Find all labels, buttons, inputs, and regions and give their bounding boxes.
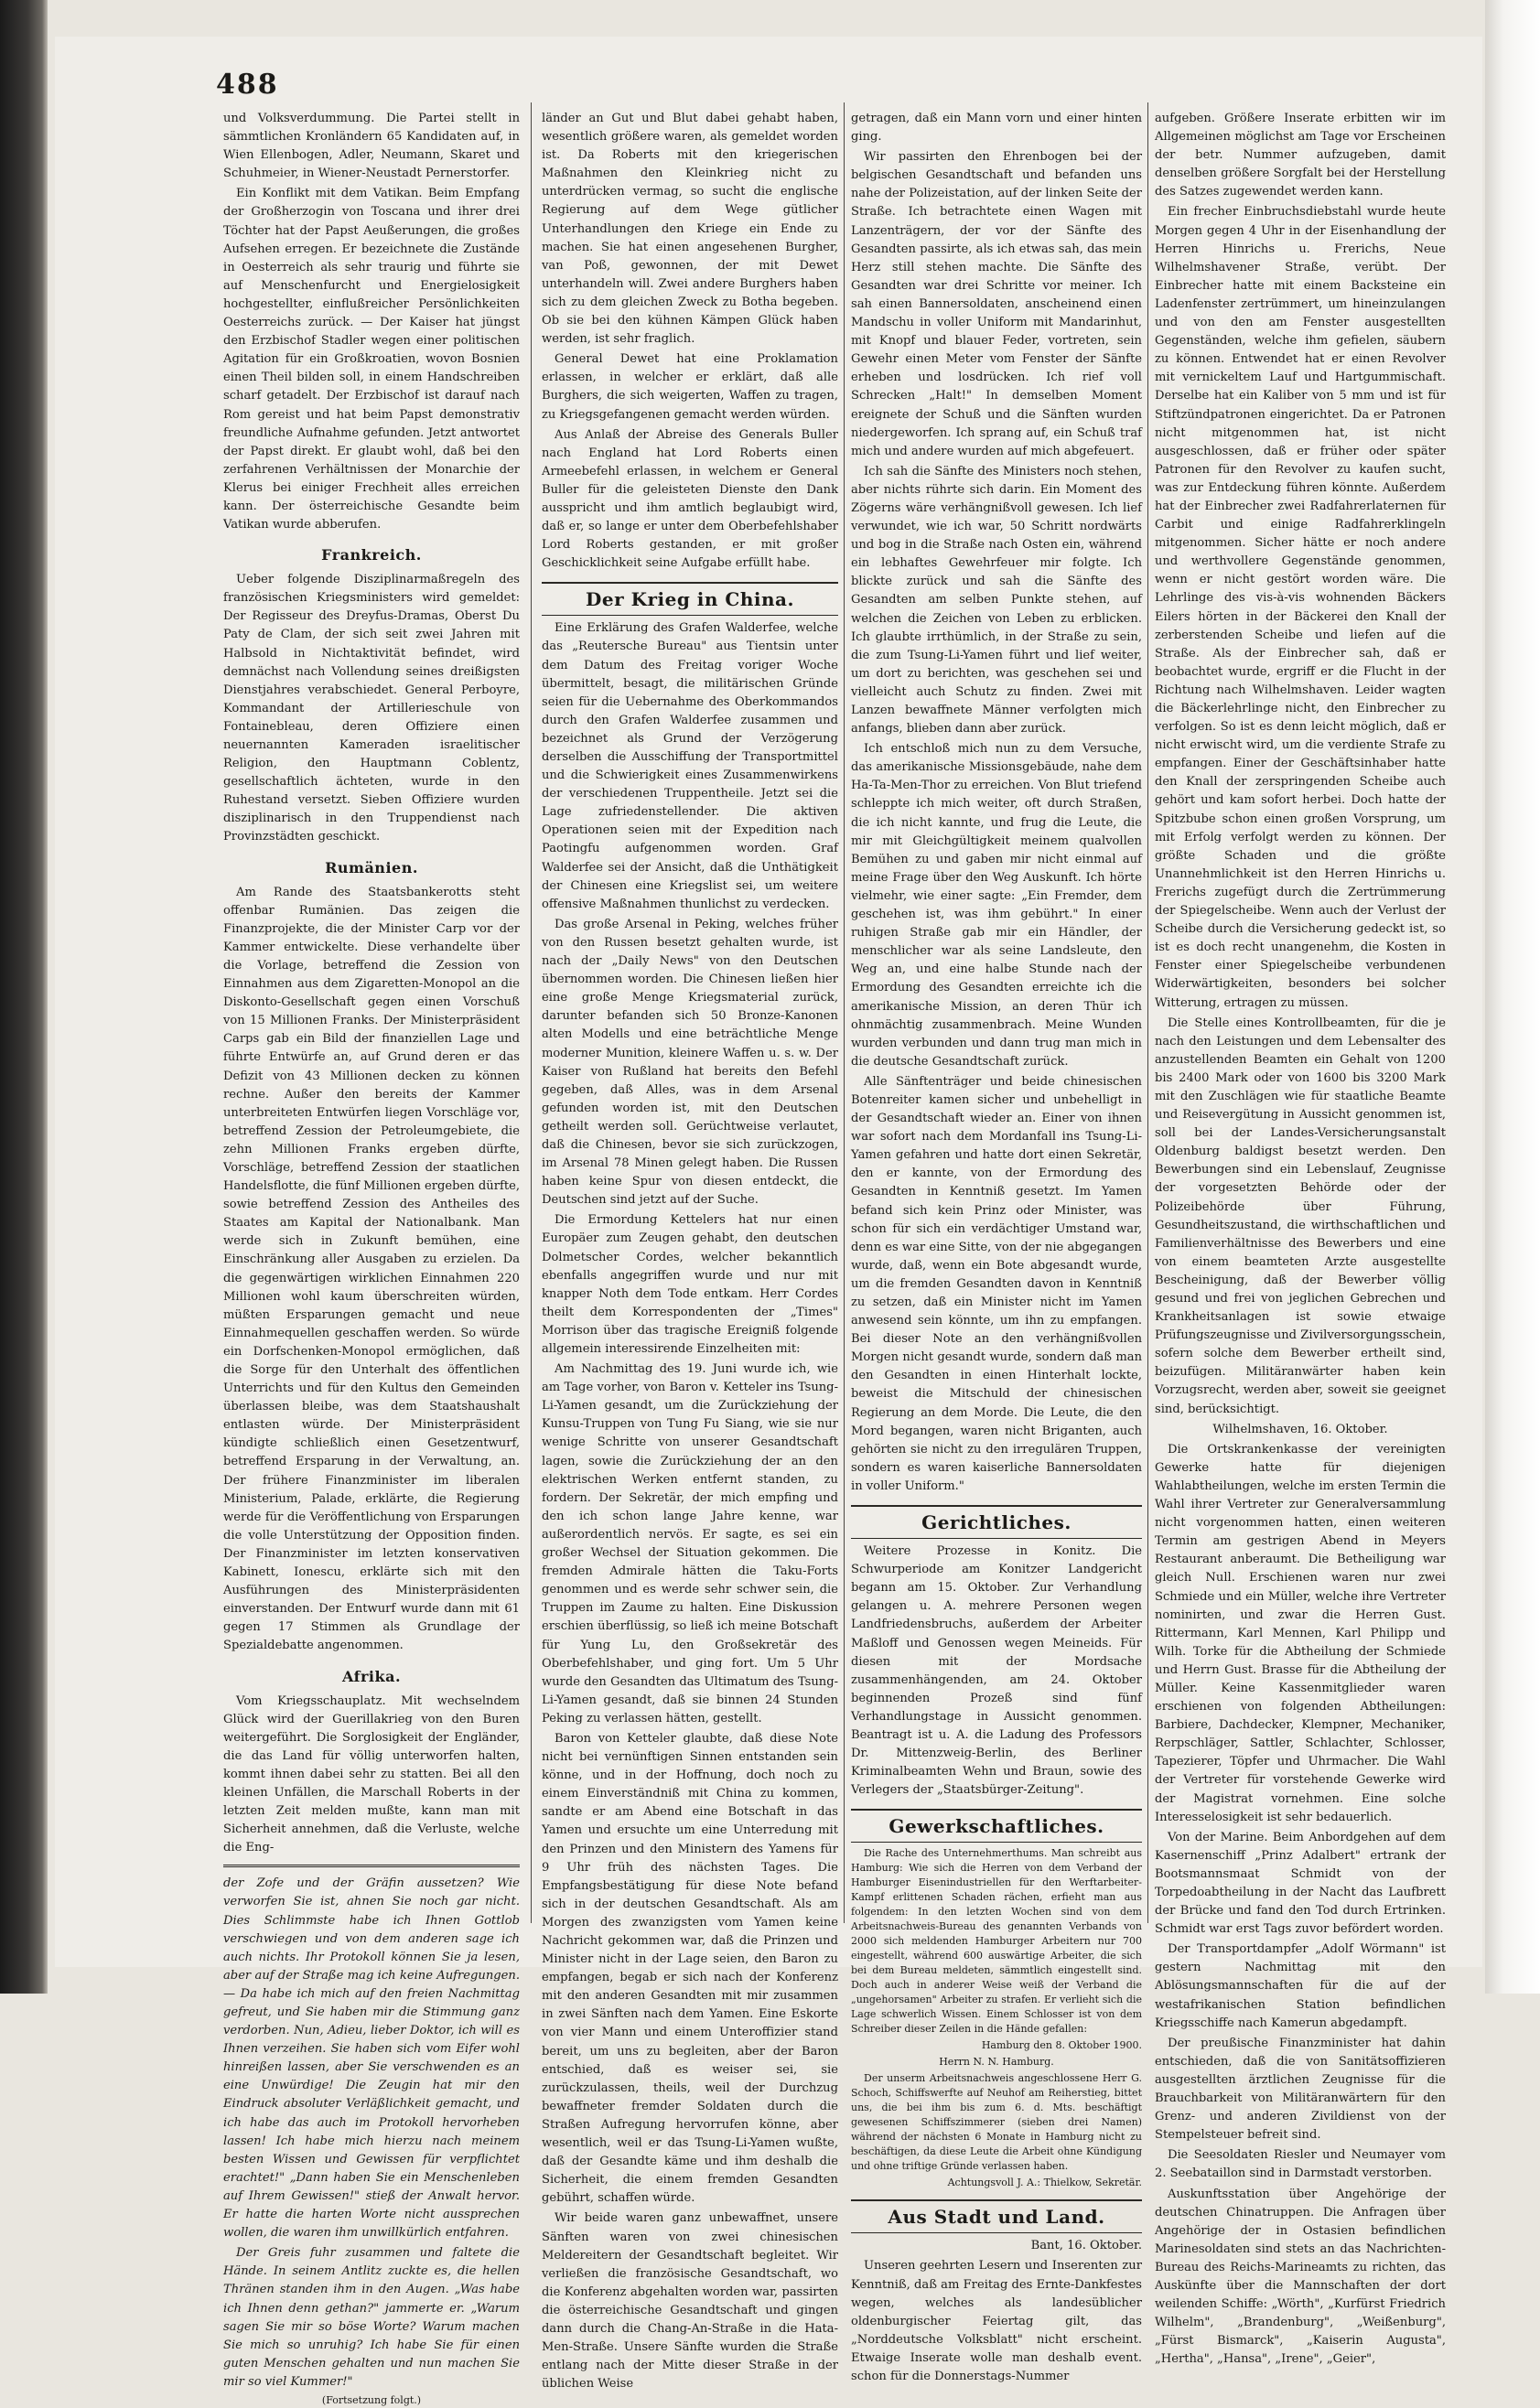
- article-paragraph: Aus Anlaß der Abreise des Generals Buller nach England hat Lord Roberts einen Armeebefehl erlassen, in welchem er General Buller für die geleisteten Dienste den Dank ausspricht und ihm amtlich beglaubigt wird, daß er, so lange er unter dem Oberbefehlshaber Lord Roberts gestanden, er mit großer Geschicklichkeit seine Aufgabe erfüllt habe.: [542, 427, 838, 571]
- article-paragraph: aufgeben. Größere Inserate erbitten wir im Allgemeinen möglichst am Tage vor Erscheinen der betr. Nummer aufzugeben, damit denselben größere Sorgfalt bei der Herstellung des Satzes zugewendet werden kann.: [1155, 112, 1446, 199]
- article-paragraph: Am Rande des Staatsbankerotts steht offenbar Rumänien. Das zeigen die Finanzprojekte, die der Minister Carp vor der Kammer entwickelte. Diese verhandelte über die Vorlage, betreffend die Zession von Einnahmen aus dem Zigaretten-Monopol an die Diskonto-Gesellschaft gegen einen Vorschuß von 15 Millionen Franks. Der Ministerpräsident Carps gab ein Bild der finanziellen Lage und führte Entwürfe an, auf Grund deren er das Defizit von 43 Millionen decken zu können rechne. Außer den bereits der Kammer unterbreiteten Entwürfen liegen Vorschläge vor, betreffend Zession der Petroleumgebiete, die zehn Millionen Franks ergeben dürfte, Vorschläge, betreffend Zession der staatlichen Handelsflotte, die fünf Millionen ergeben dürfte, sowie betreffend Zession des Antheiles des Staates am Kapital der Nationalbank. Man werde sich in Zukunft bemühen, eine Einschränkung aller Ausgaben zu erzielen. Da die gegenwärtigen wirklichen Einnahmen 220 Millionen wohl kaum überschreiten würden, müßten Ersparungen gemacht und neue Einnahmequellen geschaffen werden. So würde ein Dorfschenken-Monopol ermöglichen, daß die Sorge für den Unterhalt des öffentlichen Unterrichts und für den Kultus den Gemeinden überlassen bleibe, was dem Staatshaushalt entlasten würde. Der Ministerpräsident kündigte schließlich einen Gesetzentwurf, betreffend Ersparung in der Verwaltung, an. Der frühere Finanzminister im liberalen Ministerium, Palade, erklärte, die Regierung werde für die Veröffentlichung von Ersparungen die volle Unterstützung der Opposition finden. Der Finanzminister im letzten konservativen Kabinett, Ionescu, erklärte sich mit den Ausführungen des Ministerpräsidenten einverstanden. Der Entwurf wurde dann mit 61 gegen 17 Stimmen als Grundlage der Spezialdebatte angenommen.: [223, 885, 520, 1653]
- article-paragraph: Wir beide waren ganz unbewaffnet, unsere Sänften waren von zwei chinesischen Meldereitern der Gesandtschaft begleitet. Wir verließen die französische Gesandtschaft, wo die Konferenz abgehalten worden war, passirten die österreichische Gesandtschaft und gingen dann durch die Chang-An-Straße in die Hata-Men-Straße. Unsere Sänfte wurden die Straße entlang nach der Mitte dieser Straße in der üblichen Weise: [542, 2211, 838, 2392]
- article-paragraph: Das große Arsenal in Peking, welches früher von den Russen besetzt gehalten wurde, ist nach der „Daily News" von den Deutschen übernommen worden. Die Chinesen ließen hier eine große Menge Kriegsmaterial zurück, darunter befanden sich 50 Bronze-Kanonen alten Modells und eine beträchtliche Menge moderner Munition, kleinere Waffen u. s. w. Der Kaiser von Rußland hat bereits den Befehl gegeben, daß Alles, was in dem Arsenal gefunden worden ist, mit den Deutschen getheilt werden soll. Gerüchtweise verlautet, daß die Chinesen, bevor sie sich zurückzogen, im Arsenal 78 Minen gelegt haben. Die Russen haben keine Spur von diesen entdeckt, die Deutschen sind jetzt auf der Suche.: [542, 917, 838, 1208]
- article-paragraph: Von der Marine. Beim Anbordgehen auf dem Kasernenschiff „Prinz Adalbert" ertrank der Bootsmannsmaat Schmidt von der Torpedoabtheilung in der Nacht das Laufbrett der Brücke und fand den Tod durch Ertrinken. Schmidt war erst Tags zuvor befördert worden.: [1155, 1830, 1446, 1937]
- section-heading: Der Krieg in China.: [542, 582, 838, 616]
- article-paragraph: Unseren geehrten Lesern und Inserenten zur Kenntniß, daß am Freitag des Ernte-Dankfestes wegen, welches als landesüblicher oldenburgischer Feiertag gilt, das „Norddeutsche Volksblatt" nicht erscheint. Etwaige Inserate wolle man deshalb event. schon für die Donnerstags-Nummer: [851, 2259, 1142, 2383]
- article-paragraph: Weitere Prozesse in Konitz. Die Schwurperiode am Konitzer Landgericht begann am 15. Oktober. Zur Verhandlung gelangen u. A. mehrere Personen wegen Landfriedensbruchs, außerdem der Arbeiter Maßloff und Genossen wegen Meineids. Für diesen mit der Mordsache zusammenhängenden, am 24. Oktober beginnenden Prozeß sind fünf Verhandlungstage in Aussicht genommen. Beantragt ist u. A. die Ladung des Professors Dr. Mittenzweig-Berlin, des Berliner Kriminalbeamten Wehn und Braun, sowie des Verlegers der „Staatsbürger-Zeitung".: [851, 1544, 1142, 1798]
- column-3: [851, 110, 1142, 2383]
- dateline: Bant, 16. Oktober.: [1030, 2239, 1142, 2253]
- article-paragraph: Ueber folgende Disziplinarmaßregeln des französischen Kriegsministers wird gemeldet: Der Regisseur des Dreyfus-Dramas, Oberst Du Paty de Clam, der sich seit zwei Jahren mit Halbsold in Nichtaktivität befindet, wird demnächst nach Vollendung seines dreißigsten Dienstjahres verabschiedet. General Perboyre, Kommandant der Artillerieschule von Fontainebleau, deren Offiziere einen neuernannten Kameraden israelitischer Religion, den Hauptmann Coblentz, gesellschaftlich ächteten, wurde in den Ruhestand versetzt. Sieben Offiziere wurden disziplinarisch in den Truppendienst nach Provinzstädten geschickt.: [223, 573, 520, 844]
- article-paragraph: Ein Konflikt mit dem Vatikan. Beim Empfang der Großherzogin von Toscana und ihrer drei Töchter hat der Papst Aeußerungen, die großes Aufsehen erregen. Er bezeichnete die Zustände in Oesterreich als sehr traurig und führte sie auf Menschenfurcht und Energielosigkeit hochgestellter, einflußreicher Persönlichkeiten Oesterreichs zurück. — Der Kaiser hat jüngst den Erzbischof Stadler wegen einer politischen Agitation für ein Großkroatien, wovon Bosnien einen Theil bilden soll, in einem Handschreiben scharf getadelt. Der Erzbischof ist darauf nach Rom gereist und hat beim Papst demonstrativ freundliche Aufnahme gefunden. Jetzt antwortet der Papst direkt. Er glaubt wohl, daß bei den zerfahrenen Verhältnissen der Monarchie der Klerus bei einiger Frechheit alles erreichen kann. Der österreichische Gesandte beim Vatikan wurde abberufen.: [223, 187, 520, 532]
- page-edge: [1485, 0, 1540, 1994]
- article-paragraph: Alle Sänftenträger und beide chinesischen Botenreiter kamen sicher und unbehelligt in der Gesandtschaft wieder an. Einer von ihnen war sofort nach dem Mordanfall ins Tsung-Li-Yamen gefahren und hatte dort einen Sekretär, den er kannte, von der Ermordung des Gesandten in Kenntniß gesetzt. Im Yamen befand sich kein Prinz oder Minister, was schon für sich ein verdächtiger Umstand war, denn es war eine Sitte, von der nie abgegangen wurde, daß, wenn ein Bote abgesandt wurde, um die fremden Gesandten davon in Kenntniß zu setzen, daß ein Minister nicht im Yamen anwesend sein könnte, um ihn zu empfangen. Bei dieser Note an den verhängnißvollen Morgen nicht gesandt wurde, sondern daß man den Gesandten in einen Hinterhalt lockte, beweist die Mitschuld der chinesischen Regierung an dem Morde. Die Leute, die den Mord begangen, waren nicht Briganten, auch gehörten sie nicht zu den irregulären Truppen, sondern es waren kaiserliche Bannersoldaten in voller Uniform.": [851, 1074, 1142, 1493]
- section-heading: Afrika.: [341, 1667, 402, 1685]
- article-paragraph: General Dewet hat eine Proklamation erlassen, in welcher er erklärt, daß alle Burghers, die sich weigerten, Waffen zu tragen, zu Kriegsgefangenen gemacht werden würden.: [542, 352, 838, 422]
- article-paragraph: Die Ortskrankenkasse der vereinigten Gewerke hatte für diejenigen Wahlabtheilungen, welche im ersten Termin die Wahl ihrer Vertreter zur Generalversammlung nicht vorgenommen hatten, einen weiteren Termin am gestrigen Abend in Meyers Restaurant anberaumt. Die Betheiligung war gleich Null. Erschienen waren nur zwei Schmiede und ein Müller, welche ihre Vertreter nominirten, und zwar die Herren Gust. Rittermann, Karl Mennen, Karl Philipp und Wilh. Torke für die Abtheilung der Schmiede und Herrn Gust. Brasse für die Abtheilung der Müller. Keine Kassenmitglieder waren erschienen von folgenden Abtheilungen: Barbiere, Dachdecker, Klempner, Mechaniker, Rerpschläger, Sattler, Schlachter, Schlosser, Tapezierer, Töpfer und Uhrmacher. Die Wahl der Vertreter für vorstehende Gewerke wird der Magistrat vornehmen. Eine solche Interesselosigkeit ist sehr bedauerlich.: [1155, 1442, 1446, 1824]
- page-number: 488: [216, 69, 279, 101]
- article-paragraph: Wir passirten den Ehrenbogen bei der belgischen Gesandtschaft und befanden uns nahe der Polizeistation, auf der linken Seite der Straße. Ich betrachtete einen Wagen mit Lanzenträgern, der vor der Sänfte des Gesandten passirte, als ich etwas sah, das mein Herz still stehen machte. Die Sänfte des Gesandten war drei Schritte vor meiner. Ich sah einen Bannersoldaten, anscheinend einen Mandschu in voller Uniform mit Mandarinhut, mit Knopf und blauer Feder, vortreten, sein Gewehr einen Meter vom Fenster der Sänfte erheben und losdrücken. Ich rief voll Schrecken „Halt!" In demselben Moment ereignete der Schuß und die Sänften wurden niedergeworfen. Ich sprang auf, ein Schuß traf mich und andere wurden auf mich abgefeuert.: [851, 150, 1142, 458]
- article-paragraph: getragen, daß ein Mann vorn und einer hinten ging.: [851, 112, 1142, 145]
- article-paragraph: länder an Gut und Blut dabei gehabt haben, wesentlich größere waren, als gemeldet worden ist. Da Roberts mit den kriegerischen Maßnahmen den Kleinkrieg nicht zu unterdrücken vermag, so sucht die englische Regierung auf dem Wege gütlicher Unterhandlungen den Kriege ein Ende zu machen. Sie hat einen angesehenen Burgher, van Poß, gewonnen, der mit Dewet unterhandeln will. Zwei andere Burghers haben sich zu dem gleichen Zweck zu Botha begeben. Ob sie bei den kühnen Kämpen Glück haben werden, ist sehr fraglich.: [542, 112, 838, 347]
- section-heading: Frankreich.: [321, 546, 422, 564]
- article-paragraph: Ich sah die Sänfte des Ministers noch stehen, aber nichts rührte sich darin. Ein Moment des Zögerns wäre verhängnißvoll gewesen. Ich lief verwundet, wie ich war, 50 Schritt nordwärts und bog in die Straße nach Osten ein, während ein lebhaftes Gewehrfeuer mir folgte. Ich blickte zurück und sah die Sänfte des Gesandten am selben Punkte stehen, auf welchen die Zeichen von Leben zu erblicken. Ich glaubte irrthümlich, in der Straße zu sein, die zum Tsung-Li-Yamen führt und lief weiter, um dort zu berichten, was geschehen sei und vielleicht auch Schutz zu finden. Zwei mit Lanzen bewaffnete Männer verfolgten mich anfangs, blieben dann aber zurück.: [851, 464, 1142, 736]
- feuilleton-paragraph: Der Greis fuhr zusammen und faltete die Hände. In seinem Antlitz zuckte es, die hellen Thränen standen ihm in den Augen. „Was habe ich Ihnen denn gethan?" jammerte er. „Warum sagen Sie mir so böse Worte? Warum machen Sie mich so unruhig? Ich habe Sie für einen guten Menschen gehalten und nun machen Sie mir so viel Kummer!": [223, 2246, 520, 2389]
- feuilleton-paragraph: der Zofe und der Gräfin aussetzen? Wie verworfen Sie ist, ahnen Sie noch gar nicht. Dies Schlimmste habe ich Ihnen Gottlob verschwiegen und von dem anderen sage ich auch nichts. Ihr Protokoll können Sie ja lesen, aber auf der Straße mag ich keine Aufregungen. — Da habe ich mich auf den freien Nachmittag gefreut, und Sie haben mir die Stimmung ganz verdorben. Nun, Adieu, lieber Doktor, ich will es Ihnen verzeihen. Sie haben sich vom Eifer wohl hinreißen lassen, aber Sie verschwenden es an eine Unwürdige! Die Zeugin hat mir den Eindruck absoluter Verläßlichkeit gemacht, und ich habe das auch im Protokoll hervorheben lassen! Ich habe mich hierzu nach meinem besten Wissen und Gewissen für verpflichtet erachtet!" „Dann haben Sie ein Menschenleben auf Ihrem Gewissen!" stieß der Anwalt hervor. Er hatte die harten Worte nicht aussprechen wollen, die waren ihm unwillkürlich entfahren.: [223, 1876, 520, 2241]
- article-paragraph: Die Ermordung Kettelers hat nur einen Europäer zum Zeugen gehabt, den deutschen Dolmetscher Cordes, welcher bekanntlich ebenfalls angegriffen wurde und nur mit knapper Noth dem Tode entkam. Herr Cordes theilt dem Korrespondenten der „Times" Morrison über das tragische Ereigniß folgende allgemein interessirende Einzelheiten mit:: [542, 1213, 838, 1356]
- continuation-note: (Fortsetzung folgt.): [321, 2393, 422, 2406]
- article-paragraph: Ich entschloß mich nun zu dem Versuche, das amerikanische Missionsgebäude, nahe dem Ha-Ta-Men-Thor zu erreichen. Von Blut triefend schleppte ich mich weiter, oft durch Straßen, die ich nicht kannte, und frug die Leute, die mir mit Gleichgültigkeit meinem qualvollen Bemühen zu und gaben mir nicht einmal auf meine Frage über den Weg Auskunft. Ich hörte vielmehr, wie einer sagte: „Ein Fremder, dem geschehen ist, was ihm gebührt." In einer ruhigen Straße gab mir ein Händler, der menschlicher war als seine Landsleute, den Weg an, und eine halbe Stunde nach der Ermordung des Gesandten erreichte ich die amerikanische Mission, an deren Thür ich ohnmächtig zusammenbrach. Meine Wunden wurden verbunden und dann trug man mich in die deutsche Gesandtschaft zurück.: [851, 742, 1142, 1069]
- article-paragraph: Vom Kriegsschauplatz. Mit wechselndem Glück wird der Guerillakrieg von den Buren weitergeführt. Die Sorglosigkeit der Engländer, die das Land für völlig unterworfen halten, kommt ihnen dabei sehr zu statten. Bei all den kleinen Unfällen, die Marschall Roberts in der letzten Zeit melden mußte, kann man mit Sicherheit annehmen, daß die Verluste, welche die Eng-: [223, 1693, 520, 1855]
- section-heading: Gewerkschaftliches.: [851, 1809, 1142, 1843]
- letter-body: Der unserm Arbeitsnachweis angeschlossene Herr G. Schoch, Schiffswerfte auf Neuhof am Reiherstieg, bittet uns, die bei ihm bis zum 6. d. Mts. beschäftigt gewesenen Schiffszimmerer (sieben drei Namen) während der nächsten 6 Monate in Hamburg nicht zu beschäftigen, da diese Leute die Arbeit ohne Kündigung und ohne triftige Gründe verlassen haben.: [851, 2072, 1142, 2173]
- article-paragraph: Baron von Ketteler glaubte, daß diese Note nicht bei vernünftigen Sinnen entstanden sein könne, und in der Hoffnung, doch noch zu einem Einverständniß mit China zu kommen, sandte er am Abend eine Botschaft in das Yamen und ersuchte um eine Unterredung mit den Prinzen und den Ministern des Yamens für 9 Uhr früh des nächsten Tages. Die Empfangsbestätigung für diese Note befand sich in der deutschen Gesandtschaft. Als am Morgen des zwanzigsten vom Yamen keine Nachricht gekommen war, daß die Prinzen und Minister nicht in der Lage seien, den Baron zu empfangen, begab er sich nach der Konferenz mit den anderen Gesandten mit mir zusammen in zwei Sänften nach dem Yamen. Eine Eskorte von vier Mann und einem Unteroffizier stand bereit, um uns zu begleiten, aber der Baron entschied, daß es weiser sei, sie zurückzulassen, theils, weil der Durchzug bewaffneter fremder Soldaten durch die Straßen Aufregung hervorrufen könne, aber wesentlich, weil er das Tsung-Li-Yamen wußte, daß der Gesandte käme und ihm deshalb die Sicherheit, die einem fremden Gesandten gebührt, schaffen würde.: [542, 1731, 838, 2206]
- feuilleton-divider: [223, 1865, 520, 1867]
- article-paragraph: Der Transportdampfer „Adolf Wörmann" ist gestern Nachmittag mit den Ablösungsmannschaften für die auf der westafrikanischen Station befindlichen Kriegsschiffe nach Kamerun abgedampft.: [1155, 1942, 1446, 2030]
- column-rule: [844, 102, 845, 1923]
- letter-date: Hamburg den 8. Oktober 1900.: [981, 2039, 1142, 2052]
- column-2: [542, 110, 838, 2392]
- book-binding: [0, 0, 48, 1994]
- dateline: Wilhelmshaven, 16. Oktober.: [1212, 1422, 1388, 1436]
- article-paragraph: Eine Erklärung des Grafen Walderfee, welche das „Reutersche Bureau" aus Tientsin unter dem Datum des Freitag voriger Woche übermittelt, besagt, die militärischen Gründe seien für die Uebernahme des Oberkommandos durch den Grafen Walderfee zusammen und bezeichnet als Grund der Verzögerung derselben die Ausschiffung der Transportmittel und die Schwierigkeit eines Zusammenwirkens der verschiedenen Truppentheile. Jetzt sei die Lage zufriedenstellender. Die aktiven Operationen seien mit der Expedition nach Paotingfu aufgenommen worden. Graf Walderfee sei der Ansicht, daß die Unthätigkeit der Chinesen eine Kriegslist sei, um weitere offensive Maßnahmen thunlichst zu verdecken.: [542, 621, 838, 911]
- section-heading: Rumänien.: [325, 858, 418, 876]
- section-heading: Gerichtliches.: [851, 1505, 1142, 1539]
- article-paragraph: und Volksverdummung. Die Partei stellt in sämmtlichen Kronländern 65 Kandidaten auf, in Wien Ellenbogen, Adler, Neumann, Skaret und Schuhmeier, in Wiener-Neustadt Pernerstorfer.: [223, 112, 520, 181]
- letter-recipient: Herrn N. N. Hamburg.: [939, 2056, 1054, 2069]
- section-heading: Aus Stadt und Land.: [851, 2199, 1142, 2233]
- article-paragraph: Ein frecher Einbruchsdiebstahl wurde heute Morgen gegen 4 Uhr in der Eisenhandlung der Herren Hinrichs u. Frerichs, Neue Wilhelmshavener Straße, verübt. Der Einbrecher hatte mit einem Backsteine ein Ladenfenster zertrümmert, um hineinzulangen und von den am Fenster ausgestellten Gegenständen, welche ihm gefielen, säubern zu können. Entwendet hat er einen Revolver mit vernickeltem Lauf und Hartgummischaft. Derselbe hat ein Kaliber von 5 mm und ist für Stiftzündpatronen eingerichtet. Da er Patronen nicht mitgenommen hat, ist nicht ausgeschlossen, daß er früher oder später Patronen für den Revolver zu kaufen sucht, was zur Entdeckung führen könnte. Außerdem hat der Einbrecher zwei Radfahrerlaternen für Carbit und einige Radfahrerklingeln mitgenommen. Sicher hätte er noch andere und werthvollere Gegenstände genommen, wenn er nicht gestört worden wäre. Die Lehrlinge des vis-à-vis wohnenden Bäckers Eilers hörten in der Bäckerei den Knall der zerberstenden Scheibe und liefen auf die Straße. Als der Einbrecher sah, daß er beobachtet wurde, ergriff er die Flucht in der Richtung nach Wilhelmshaven. Leider wagten die Bäckerlehrlinge nicht, den Einbrecher zu verfolgen. So ist es denn leicht möglich, daß er nicht erwischt wird, um die verdiente Strafe zu empfangen. Einer der Geschäftsinhaber hatte den Knall der zerspringenden Scheibe auch gehört und kam sofort herbei. Doch hatte der Spitzbube schon einen großen Vorsprung, um mit Erfolg verfolgt werden zu können. Der größte Schaden und die größte Unannehmlichkeit ist den Herren Hinrichs u. Frerichs zugefügt durch die Zertrümmerung der Spiegelscheibe. Wenn auch der Verlust der Scheibe durch die Versicherung gedeckt ist, so ist es doch recht unangenehm, die Kosten in Fenster einer Spiegelscheibe verbundenen Widerwärtigkeiten, besonders bei solcher Witterung, ertragen zu müssen.: [1155, 205, 1446, 1010]
- article-paragraph: Die Seesoldaten Riesler und Neumayer vom 2. Seebataillon sind in Darmstadt verstorben.: [1155, 2148, 1446, 2181]
- article-paragraph: Die Rache des Unternehmerthums. Man schreibt aus Hamburg: Wie sich die Herren von dem Verband der Hamburger Eisenindustriellen für den Werftarbeiter-Kampf erlittenen Schaden rächen, erfieht man aus folgendem: In den letzten Wochen sind von dem Arbeitsnachweis-Bureau des genannten Verbands von 2000 sich meldenden Hamburger Arbeitern nur 700 eingestellt, während 600 auswärtige Arbeiter, die sich bei dem Bureau meldeten, sämmtlich eingestellt sind. Doch auch in anderer Weise weiß der Verband die „ungehorsamen" Arbeiter zu strafen. Er verlieht sich die Lage schwerlich Wissen. Einem Schlosser ist von dem Schreiber dieser Zeilen in die Hände gefallen:: [851, 1847, 1142, 2036]
- article-paragraph: Am Nachmittag des 19. Juni wurde ich, wie am Tage vorher, von Baron v. Ketteler ins Tsung-Li-Yamen gesandt, um die Zurückziehung der Kunsu-Truppen von Tung Fu Siang, wie sie nur wenige Schritte von unserer Gesandtschaft lagen, sowie die Zurückziehung der an den elektrischen Werken entfernt standen, zu fordern. Der Sekretär, der mich empfing und den ich schon lange Jahre kenne, war außerordentlich nervös. Er sagte, es sei ein großer Wechsel der Situation gekommen. Die fremden Admirale hätten die Taku-Forts genommen und es werde sehr schwer sein, die Truppen im Zaume zu halten. Eine Diskussion erschien überflüssig, so ließ ich meine Botschaft für Yung Lu, den Großsekretär des Oberbefehlshaber, und ging fort. Um 5 Uhr wurde den Gesandten das Ultimatum des Tsung-Li-Yamen gesandt, daß sie binnen 24 Stunden Peking zu verlassen hätten, gestellt.: [542, 1362, 838, 1725]
- letter-signature: Achtungsvoll J. A.: Thielkow, Sekretär.: [947, 2177, 1142, 2189]
- article-paragraph: Die Stelle eines Kontrollbeamten, für die je nach den Leistungen und dem Lebensalter des anzustellenden Beamten ein Gehalt von 1200 bis 2400 Mark oder von 1600 bis 3200 Mark mit den Zuschlägen wie für staatliche Beamte und Reisevergütung in Aussicht genommen ist, soll bei der Landes-Versicherungsanstalt Oldenburg baldigst besetzt werden. Den Bewerbungen sind ein Lebenslauf, Zeugnisse der vorgesetzten Behörde oder der Polizeibehörde über Führung, Gesundheitszustand, die wirthschaftlichen und Familienverhältnisse des Bewerbers und eine von einem beamteten Arzte ausgestellte Bescheinigung, daß der Bewerber völlig gesund und frei von jeglichen Gebrechen und Krankheitsanlagen ist sowie etwaige Prüfungszeugnisse und Zivilversorgungsschein, sofern solche dem Bewerber ertheilt sind, beizufügen. Militäranwärter haben kein Vorzugsrecht, werden aber, soweit sie geeignet sind, berücksichtigt.: [1155, 1016, 1446, 1416]
- column-1: [223, 110, 520, 2406]
- column-rule: [1147, 102, 1148, 1923]
- article-paragraph: Auskunftsstation über Angehörige der deutschen Chinatruppen. Die Anfragen über Angehörige der in Ostasien befindlichen Marinesoldaten sind stets an das Nachrichten-Bureau des Reichs-Marineamts zu richten, das Auskünfte über die Mannschaften der dort weilenden Schiffe: „Wörth", „Kurfürst Friedrich Wilhelm", „Brandenburg", „Weißenburg", „Fürst Bismarck", „Kaiserin Augusta", „Hertha", „Hansa", „Irene", „Geier",: [1155, 2187, 1446, 2367]
- article-paragraph: Der preußische Finanzminister hat dahin entschieden, daß die von Sanitätsoffizieren ausgestellten ärztlichen Zeugnisse für die Brauchbarkeit von Militäranwärtern für den Grenz- und anderen Zivildienst von der Stempelsteuer befreit sind.: [1155, 2036, 1446, 2143]
- column-rule: [531, 102, 532, 1923]
- column-4: [1155, 110, 1446, 2367]
